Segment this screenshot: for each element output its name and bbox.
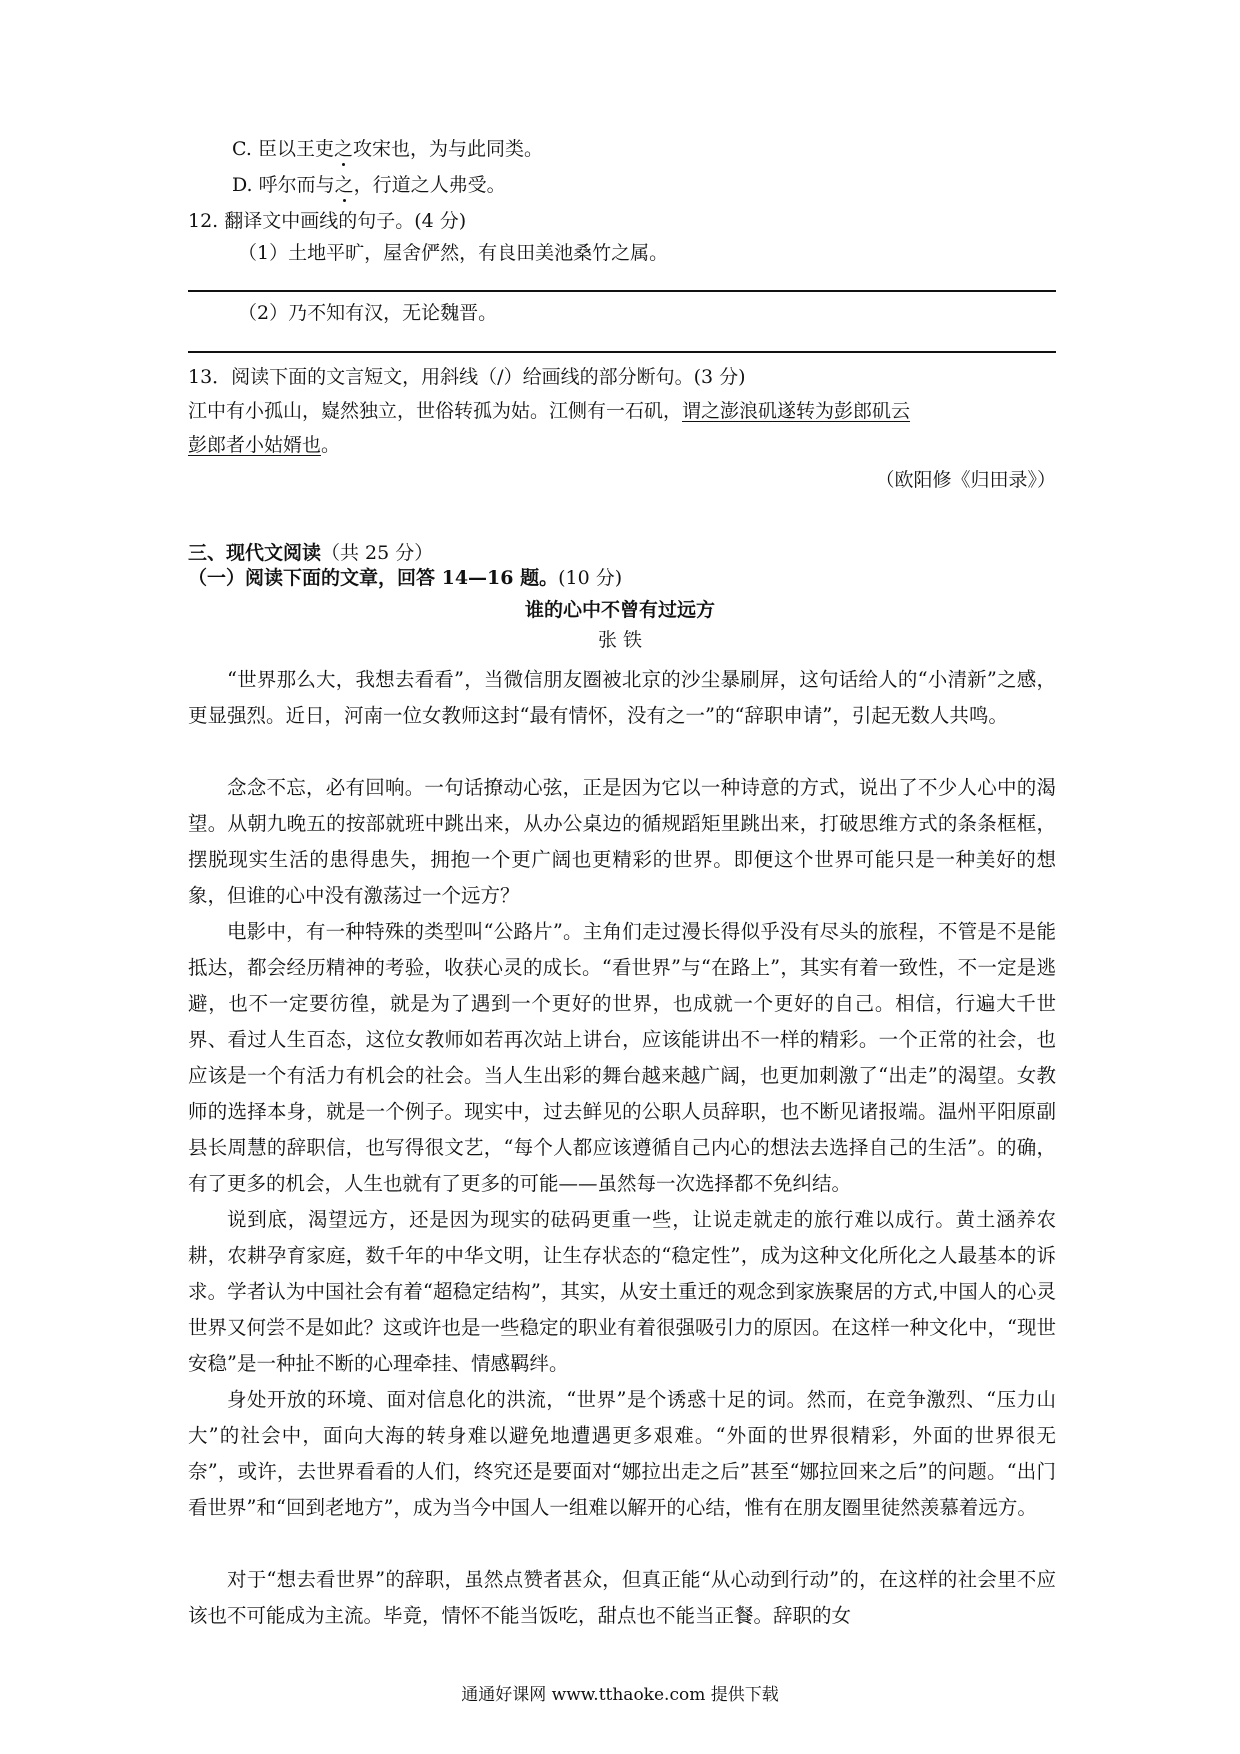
answer-line-2 <box>188 351 1056 353</box>
answer-line-1 <box>188 290 1056 292</box>
section-3-sub-score: (10 分) <box>558 567 623 589</box>
question-13-text-line-2 <box>188 432 340 458</box>
article-paragraph-4: 说到底，渴望远方，还是因为现实的砝码更重一些，让说走就走的旅行难以成行。黄土涵养农耕，农耕孕育家庭，数千年的中华文明，让生存状态的“稳定性”，成为这种文化所化之人最基本的诉求。学者认为中国社会有着“超稳定结构”，其实，从安土重迁的观念到家族聚居的方式,中国人的心灵世界又何尝不是如此？这或许也是一些稳定的职业有着很强吸引力的原因。在这样一种文化中，“现世安稳”是一种扯不断的心理牵挂、情感羁绊。 <box>188 1208 1056 1375</box>
section-3-heading-bold: 三、现代文阅读 <box>188 542 322 564</box>
article-title: 谁的心中不曾有过远方 <box>524 599 715 621</box>
question-12-title: 12. 翻译文中画线的句子。(4 分) <box>188 210 467 232</box>
section-3-heading <box>188 540 433 566</box>
option-c-post: 攻宋也，为与此同类。 <box>352 138 543 160</box>
question-12-item-2: （2）乃不知有汉，无论魏晋。 <box>238 302 498 324</box>
option-c-pre: C. 臣以王吏 <box>232 138 334 160</box>
section-3-sub-bold: （一）阅读下面的文章，回答 14—16 题。 <box>188 567 559 589</box>
q13-plain-text: 江中有小孤山，嶷然独立，世俗转孤为姑。江侧有一石矶， <box>188 400 683 422</box>
option-d-post: ，行道之人弗受。 <box>353 174 506 196</box>
question-13-source: （欧阳修《归田录》） <box>875 469 1056 491</box>
q13-plain-end: 。 <box>321 434 341 456</box>
article-paragraph-5: 身处开放的环境、面对信息化的洪流，“世界”是个诱惑十足的词。然而，在竞争激烈、“压力山大”的社会中，面向大海的转身难以避免地遭遇更多艰难。“外面的世界很精彩，外面的世界很无奈”，或许，去世界看看的人们，终究还是要面对“娜拉出走之后”甚至“娜拉回来之后”的问题。“出门看世界”和“回到老地方”，成为当今中国人一组难以解开的心结，惟有在朋友圈里徒然羡慕着远方。 <box>188 1388 1056 1519</box>
q13-underlined-text-2: 彭郎者小姑婿也 <box>188 434 322 456</box>
question-13-text-line-1 <box>188 398 910 424</box>
question-13-title: 13．阅读下面的文言短文，用斜线（/）给画线的部分断句。(3 分) <box>188 366 746 388</box>
article-paragraph-2: 念念不忘，必有回响。一句话撩动心弦，正是因为它以一种诗意的方式，说出了不少人心中的渴望。从朝九晚五的按部就班中跳出来，从办公桌边的循规蹈矩里跳出来，打破思维方式的条条框框，摆脱现实生活的患得患失，拥抱一个更广阔也更精彩的世界。即便这个世界可能只是一种美好的想象，但谁的心中没有激荡过一个远方？ <box>188 776 1056 907</box>
article-author: 张 铁 <box>597 629 643 651</box>
option-d <box>232 172 506 198</box>
article-paragraph-1: “世界那么大，我想去看看”，当微信朋友圈被北京的沙尘暴刷屏，这句话给人的“小清新”之感，更显强烈。近日，河南一位女教师这封“最有情怀，没有之一”的“辞职申请”，引起无数人共鸣。 <box>188 668 1056 727</box>
section-3-sub-heading <box>188 565 622 591</box>
page-footer: 通通好课网 www.tthaoke.com 提供下载 <box>461 1685 779 1705</box>
option-d-dotted-char: 之 <box>334 174 354 196</box>
section-3-heading-score: （共 25 分） <box>321 542 434 564</box>
question-12-item-1: （1）土地平旷，屋舍俨然，有良田美池桑竹之属。 <box>238 242 669 264</box>
option-d-pre: D. 呼尔而与 <box>232 174 335 196</box>
article-paragraph-3: 电影中，有一种特殊的类型叫“公路片”。主角们走过漫长得似乎没有尽头的旅程，不管是不是能抵达，都会经历精神的考验，收获心灵的成长。“看世界”与“在路上”，其实有着一致性，不一定是逃避，也不一定要彷徨，就是为了遇到一个更好的世界，也成就一个更好的自己。相信，行遍大千世界、看过人生百态，这位女教师如若再次站上讲台，应该能讲出不一样的精彩。一个正常的社会，也应该是一个有活力有机会的社会。当人生出彩的舞台越来越广阔，也更加刺激了“出走”的渴望。女教师的选择本身，就是一个例子。现实中，过去鲜见的公职人员辞职，也不断见诸报端。温州平阳原副县长周慧的辞职信，也写得很文艺，“每个人都应该遵循自己内心的想法去选择自己的生活”。的确，有了更多的机会，人生也就有了更多的可能——虽然每一次选择都不免纠结。 <box>188 920 1056 1195</box>
option-c-dotted-char: 之 <box>333 138 353 160</box>
option-c <box>232 136 543 162</box>
q13-underlined-text: 谓之澎浪矶遂转为彭郎矶云 <box>682 400 911 422</box>
article-paragraph-6: 对于“想去看世界”的辞职，虽然点赞者甚众，但真正能“从心动到行动”的，在这样的社会里不应该也不可能成为主流。毕竟，情怀不能当饭吃，甜点也不能当正餐。辞职的女 <box>188 1568 1056 1627</box>
